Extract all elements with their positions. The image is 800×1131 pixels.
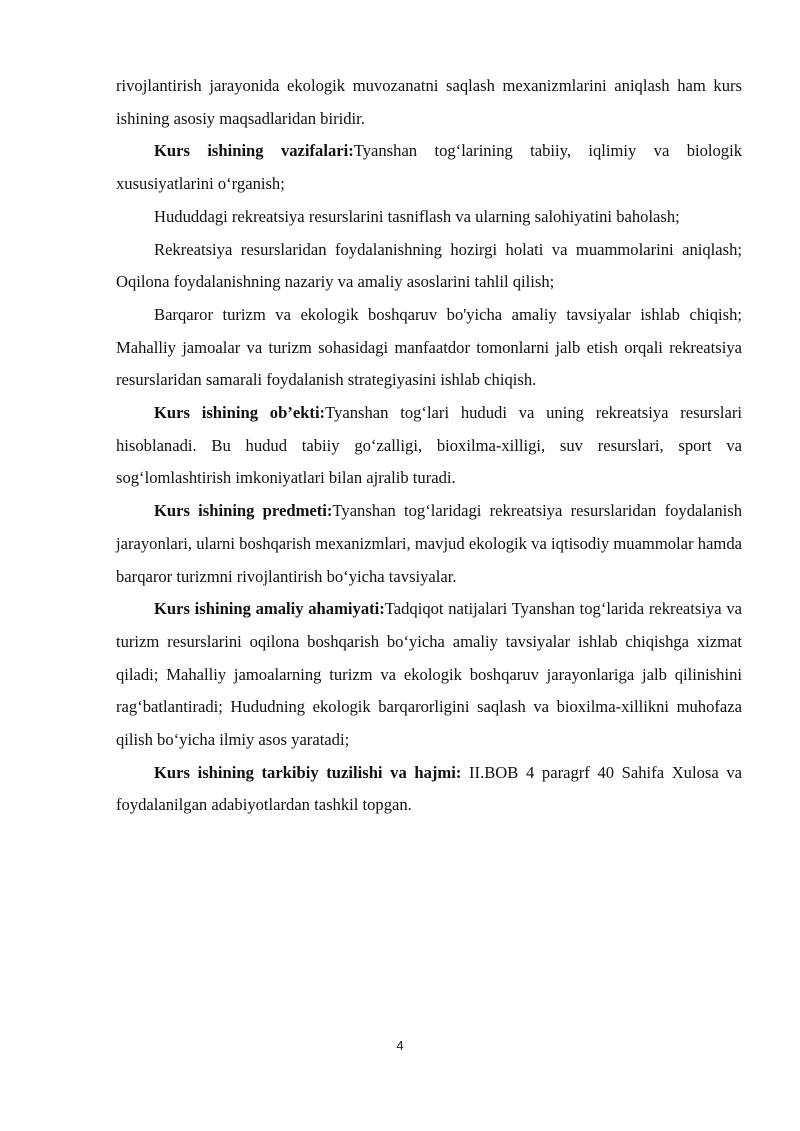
paragraph-task-problems	[116, 234, 742, 299]
paragraph-intro-continuation	[116, 70, 742, 135]
paragraph-text: Rekreatsiya resurslaridan foydalanishning hozirgi holati va muammolarini aniqlash; Oqilona foydalanishning nazariy va amaliy asoslarini tahlil qilish;	[116, 239, 742, 292]
page-number: 4	[396, 1038, 404, 1053]
paragraph-label: Kurs ishining predmeti:	[154, 501, 333, 521]
paragraph-structure	[116, 757, 742, 822]
paragraph-text: Tyanshan tog‘laridagi rekreatsiya resurslaridan foydalanish jarayonlari, ularni boshqarish mexanizmlari, mavjud ekologik va iqtisodiy muammolar hamda barqaror turizmni rivojlantirish bo‘yicha tavsiyalar.	[116, 501, 742, 586]
paragraph-label: Kurs ishining ob’ekti:	[154, 403, 326, 423]
paragraph-object	[116, 397, 742, 495]
paragraph-text: Tyanshan tog‘larining tabiiy, iqlimiy va biologik xususiyatlarini o‘rganish;	[116, 141, 743, 194]
paragraph-label: Kurs ishining tarkibiy tuzilishi va hajmi:	[154, 762, 462, 782]
paragraph-label: Kurs ishining amaliy ahamiyati:	[154, 599, 385, 619]
paragraph-text: II.BOB 4 paragrf 40 Sahifa Xulosa va foydalanilgan adabiyotlardan tashkil topgan.	[116, 762, 742, 815]
paragraph-task-classify	[116, 201, 742, 234]
paragraph-label: Kurs ishining vazifalari:	[154, 141, 354, 161]
paragraph-tasks	[116, 135, 742, 200]
paragraph-text: Tadqiqot natijalari Tyanshan tog‘larida rekreatsiya va turizm resurslarini oqilona boshqarish bo‘yicha amaliy tavsiyalar ishlab chiqishga xizmat qiladi; Mahalliy jamoalarning turizm va ekologik boshqaruv jarayonlariga jalb qilinishini rag‘batlantiradi; Hududning ekologik barqarorligini saqlash va bioxilma-xillikni muhofaza qilish bo‘yicha ilmiy asos yaratadi;	[116, 599, 742, 750]
paragraph-text: Barqaror turizm va ekologik boshqaruv bo'yicha amaliy tavsiyalar ishlab chiqish; Mahalliy jamoalar va turizm sohasidagi manfaatdor tomonlarni jalb etish orqali rekreatsiya resurslaridan samarali foydalanish strategiyasini ishlab chiqish.	[116, 304, 742, 390]
paragraph-subject	[116, 495, 742, 593]
paragraph-text: Tyanshan tog‘lari hududi va uning rekreatsiya resurslari hisoblanadi. Bu hudud tabiiy go‘zalligi, bioxilma-xilligi, suv resurslari, sport va sog‘lomlashtirish imkoniyatlari bilan ajralib turadi.	[116, 403, 742, 488]
document-body	[116, 70, 742, 822]
paragraph-text: rivojlantirish jarayonida ekologik muvozanatni saqlash mexanizmlarini aniqlash ham kurs ishining asosiy maqsadlaridan biridir.	[116, 76, 742, 128]
paragraph-practical-significance	[116, 593, 742, 757]
paragraph-text: Hududdagi rekreatsiya resurslarini tasniflash va ularning salohiyatini baholash;	[154, 206, 680, 226]
paragraph-task-recommendations	[116, 299, 742, 397]
